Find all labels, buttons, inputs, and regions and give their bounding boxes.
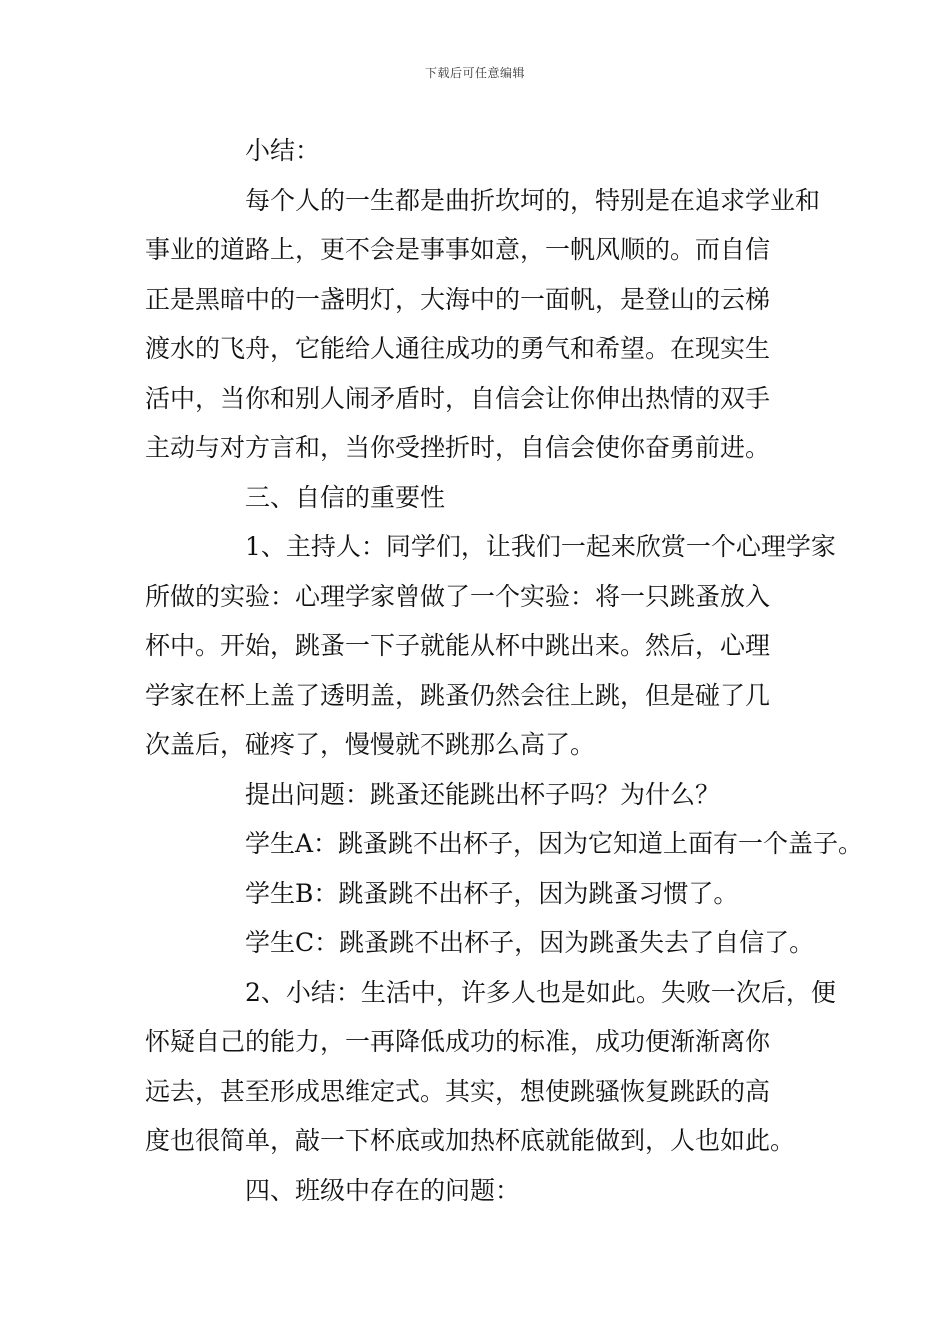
paragraph-line: 学家在杯上盖了透明盖，跳蚤仍然会往上跳，但是碰了几 — [145, 680, 771, 710]
paragraph-line: 远去，甚至形成思维定式。其实，想使跳骚恢复跳跃的高 — [145, 1076, 771, 1106]
section-heading-summary: 小结： — [245, 136, 321, 165]
section-heading-importance: 三、自信的重要性 — [245, 482, 446, 512]
paragraph-line: 次盖后，碰疼了，慢慢就不跳那么高了。 — [145, 730, 596, 759]
paragraph-line: 渡水的飞舟，它能给人通往成功的勇气和希望。在现实生 — [145, 334, 771, 363]
paragraph-line: 每个人的一生都是曲折坎坷的，特别是在追求学业和 — [245, 185, 821, 215]
paragraph-line: 怀疑自己的能力，一再降低成功的标准，成功便渐渐离你 — [145, 1027, 771, 1056]
paragraph-line: 所做的实验：心理学家曾做了一个实验：将一只跳蚤放入 — [145, 581, 771, 611]
page-header: 下载后可任意编辑 — [424, 66, 525, 80]
question-line: 提出问题：跳蚤还能跳出杯子吗？为什么？ — [245, 779, 721, 809]
paragraph-line: 主动与对方言和，当你受挫折时，自信会使你奋勇前进。 — [145, 433, 771, 462]
paragraph-line: 活中，当你和别人闹矛盾时，自信会让你伸出热情的双手 — [145, 383, 771, 413]
student-answer-a: 学生A：跳蚤跳不出杯子，因为它知道上面有一个盖子。 — [245, 829, 864, 858]
paragraph-line: 杯中。开始，跳蚤一下子就能从杯中跳出来。然后，心理 — [145, 631, 771, 660]
paragraph-line: 事业的道路上，更不会是事事如意，一帆风顺的。而自信 — [145, 235, 771, 264]
paragraph-line: 正是黑暗中的一盏明灯，大海中的一面帆，是登山的云梯 — [145, 284, 771, 314]
section-heading-class-issues: 四、班级中存在的问题： — [245, 1175, 521, 1205]
document-body — [145, 126, 864, 1215]
paragraph-line: 1、主持人：同学们，让我们一起来欣赏一个心理学家 — [245, 532, 836, 561]
student-answer-c: 学生C：跳蚤跳不出杯子，因为跳蚤失去了自信了。 — [245, 928, 815, 957]
student-answer-b: 学生B：跳蚤跳不出杯子，因为跳蚤习惯了。 — [245, 878, 739, 908]
paragraph-line: 度也很简单，敲一下杯底或加热杯底就能做到，人也如此。 — [145, 1126, 796, 1155]
paragraph-line: 2、小结：生活中，许多人也是如此。失败一次后，便 — [245, 977, 836, 1007]
